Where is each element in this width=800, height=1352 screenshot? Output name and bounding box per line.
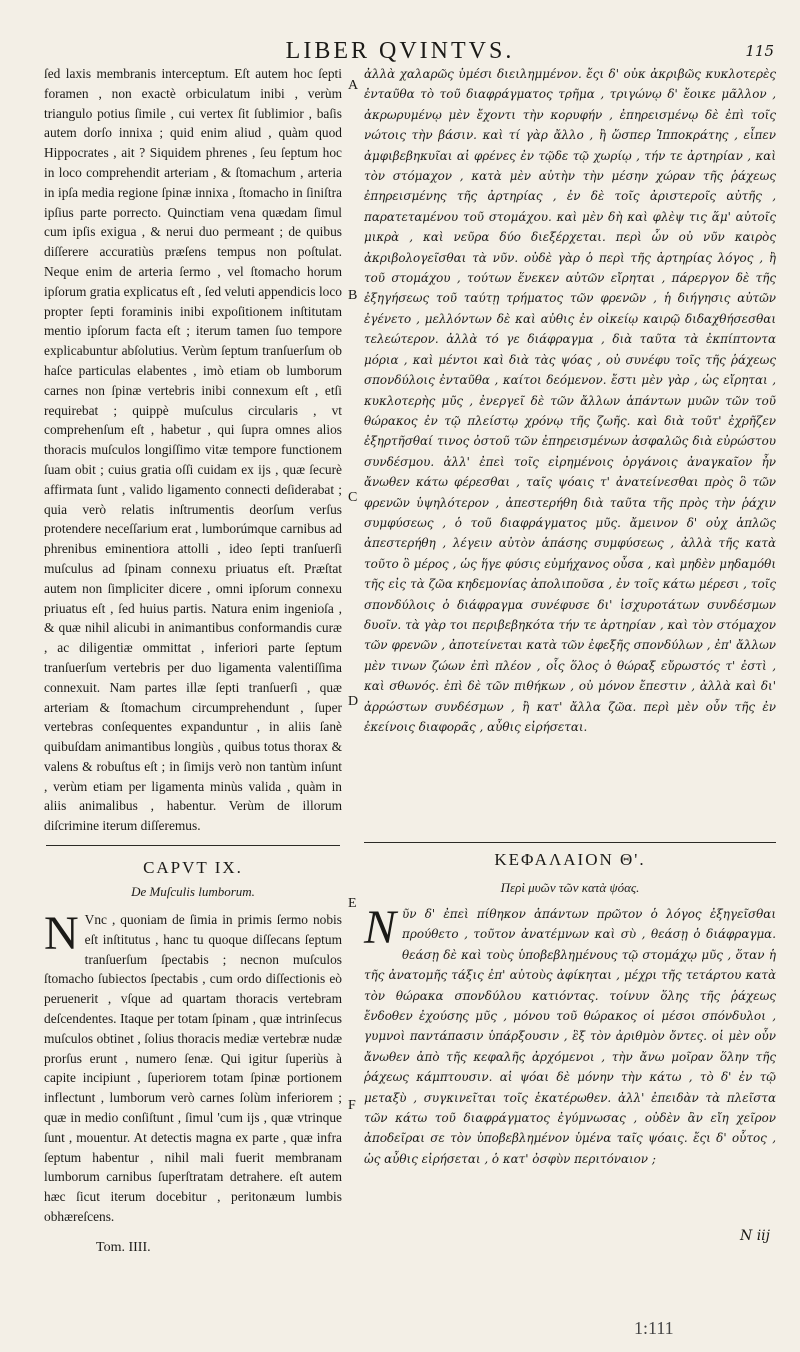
greek-paragraph: ἀλλὰ χαλαρῶς ὑμέσι διειλημμένον. ἔςι δ' οὐκ ἀκριβῶς κυκλοτερὲς ἐνταῦθα τὸ τοῦ διαφράγματος τρῆμα , τριγώνῳ δ' ἔοικε μᾶλλον , ἀκρωρυμένῳ μὲν ἔχοντι τὴν κορυφήν , ἐπηρεισμένῳ δὲ ἐπὶ τοῖς νώτοις τὴν βάσιν. καὶ τί γὰρ ἄλλο , ἢ ὥσπερ Ἱπποκράτης , εἶπεν ἀμφιβεβηκυῖαι αἱ φρένες ἐν τῷδε τῷ χωρίῳ , τήν τε ἀρτηρίαν , καὶ τὸν στόμαχον , κατὰ μὲν αὐτὴν τὴν μέσην χώραν τῆς ῥάχεως ἐπηρεισμένης τῆς ἀρτηρίας , ἐν δὲ τοῖς ἀριστεροῖς αὐτῆς , παρατεταμένου τοῦ στομάχου. καὶ μὲν δὴ καὶ φλὲψ τις ἅμ' αὐτοῖς μικρὰ , καὶ νεῦρα δύο διεξέρχεται. περὶ ὧν οὐ νῦν καιρὸς ἀκριβολογεῖσθαι τὰ νῦν. οὐδὲ γὰρ ὁ περὶ τῆς ἀρτηρίας λόγος , ἢ τοῦ στομάχου , τούτων ἕνεκεν αὐτῶν εἴρηται , πάρεργον δὲ τῆς ἐξηγήσεως τοῦ ταύτῃ τρήματος τῶν φρενῶν , ἡ διήγησις αὐτῶν ἐγένετο , μελλόντων δὲ καὶ αὐθις ἐν οἰκείῳ καιρῷ διδαχθήσεσθαι τελεώτερον. ἀλλὰ τό γε διάφραγμα , διὰ ταῦτα τὰ ἐκπίπτοντα μόρια , καὶ μέντοι καὶ διὰ τὰς ψόας , οὐ συνέφυ τοῖς τῆς ῥάχεως σπονδύλοις ἐνταῦθα , καίτοι δεόμενον. ἔστι μὲν γὰρ , ὡς εἴρηται , κυκλοτερὴς μῦς , ἐνεργεῖ δὲ τῶν ἄλλων ἁπάντων μυῶν τῶν τοῦ θώρακος ἐν τῷ πλείστῳ χρόνῳ τῆς ζωῆς. καὶ διὰ τοῦτ' ἐχρῆζεν ἐξηρτῆσθαί τινος ὀστοῦ τῶν ἐπηρεισμένων ἀσφαλῶς διὰ εὐρώστου συνδέσμου. ἀλλ' ἐπεὶ τοῖς εἰρημένοις ὀργάνοις ἀναγκαῖον ἦν ἄνωθεν κάτω φέρεσθαι , ταῖς ψόαις τ' ἀνατείνεσθαι πρὸς ὃ τῶν φρενῶν ὑψηλότερον , ἀπεστερήθη διὰ ταῦτα τῆς πρὸς τὴν ῥάχιν συμφύσεως , ὁ τοῦ διαφράγματος μῦς. ἄμεινον δ' οὐχ ἁπλῶς ἀπεστερήθη , λέγειν αὐτὸν ἁπάσης συμφύσεως , ἀλλὰ τῆς κατὰ τοῦτο ὃ μέρος , ὡς ἥγε φύσις εὐμήχανος οὖσα , καὶ μηδὲν μηδαμόθι τῆς εἰς τὰ ζῶα κηδεμονίας ἀπολιποῦσα , ἐν τοῖς κάτω μέρεσι , τοῖς σπονδύλοις ὁ διάφραγμα συνέφυσε δι' ἰσχυροτάτων συνδέσμων δυοῖν. τὰ γὰρ τοι περιβεβηκότα τήν τε ἀρτηρίαν , καὶ τὸν στόμαχον τῶν φρενῶν , ἀποτείνεται κατὰ τῶν ἐφεξῆς σπονδύλων , ἐπ' ἄλλων μὲν τινων ζώων ἐπὶ πλέον , οἷς ὅλος ὁ θώραξ εὔρωστός τ' ἐστὶ , καὶ σθωνός. ἐπὶ δὲ τῶν πιθήκων , οὐ μόνον ἔπεστιν , ἀλλὰ καὶ δι' ἀρρώστων συνδέσμων , ἢ κατ' ἄλλα ζῶα. περὶ μὲν οὖν τῆς ἐν ἐκείνοις διαφορᾶς , αὖθις εἰρήσεται. (364, 67, 776, 734)
signature-mark: N iij (740, 1228, 770, 1244)
latin-chapter-text: Vnc , quoniam de ſimia in primis ſermo nobis eſt inſtitutus , hanc tu quoque diſſecans ſeptum tranſuerſum ſpectabis ; necnon muſculos ſtomacho ſubiectos ſpectabis , cum ordo diſſectionis eò peruenerit , vſque ad quartam thoracis vertebram deſcendentes. Itaque per totam ſpinam , quæ intrinſecus muſculos obtinet , ſolius thoracis mediæ vertebræ nudæ prorſus erunt , numero ſenæ. Qui igitur ſuperiùs à capite incipiunt , ſuperiorem totam ſpinæ portionem inflectunt , lumborum verò carnes ſolùm inferiorem ; quæ in medio conſiſtunt , ſimul 'cum ijs , quæ vtrinque ſunt , mouentur. At detectis magna ex parte , quæ infra ſeptum habentur , nihil mali fuerit membranam lumborum carnibus ſuperſtratam detrahere. eſt autem hæc ſicut iterum docebitur , peritonæum lumbis obhæreſcens. (44, 912, 342, 1224)
margin-letter-b: B (348, 288, 358, 303)
section-rule-right (364, 842, 776, 843)
margin-letter-c: C (348, 490, 358, 505)
page-number: 115 (745, 42, 774, 60)
library-stamp: 1:111 (634, 1318, 674, 1338)
latin-chapter-body (44, 907, 342, 1236)
latin-paragraph: ſed laxis membranis interceptum. Eſt autem hoc ſepti foramen , non exactè orbiculatum inibi , verùm triangulo potius ſimile , cui vertex ſit ſublimior , baſis autem dorſo innixa ; quid enim aliud , quàm quod Hippocrates , ait ? Siquidem phrenes , ſeu ſeptum hoc in loco comprehendit arteriam , & ſtomachum , arteria in ipſa media regione ſpinæ innixa , ſtomacho in ſiniſtra ipſius parte porrecto. Quinctiam vena quædam ſimul cum ipſis exigua , & nerui duo permeant ; de quibus diſſerere accuratiùs præſens tempus non poſtulat. Neque enim de arteria ſermo , vel ſtomacho horum ipſorum gratia explicatus eſt , ſed veluti appendicis loco propter ſepti foraminis inibi expoſitionem inſtitutam mentio ipſorum facta eſt ; iterum tamen ſuo tempore explicabuntur abſolutius. Verùm ſeptum tranſuerſum ob haſce particulas elabentes , imò etiam ob lumborum carnes non ſpinæ vertebris inibi connexum eſt , etſi requirebat ; quippè muſculus circularis , vt comprehenſum eſt , habetur , qui ſupra omnes alios thoracis muſculos longiſſimo vitæ tempore functionem ſuam obit ; cuius gratia oſſi cuidam ex ijs , quæ ſecurè affirmata ſunt , valido ligamento connecti deſiderabat ; quia verò relatis inſtrumentis deorſum verſus protendere neceſſarium erat , lumborúmque carnibus ad phrenibus eminentiora attolli , ideo ſepti tranſuerſi muſculus ad ſpinam connexu priuatus eſt. Præſtat autem non ſimpliciter dicere , omni ipſorum connexu priuatus eſt , ſed huius partis. Natura enim ingenioſa , & quæ nihil alicubi in animantibus conformandis curæ , ac diligentiæ ommittat , inferiori parte ſeptum tranſuerſum vertebris per duo ligamenta valentiſſima connexuit. Nam partes illæ ſepti tranſuerſi , quæ arteriam & ſtomachum circumprehendunt , ſuper vertebras conſequentes expanduntur , in aliis ſanè quibuſdam animantibus longiùs , quibus totus thorax & valens & robuſtus eſt ; in ſimijs verò non tantùm inſunt , verùm etiam per ligamenta minùs valida , quàm in aliis animalibus , habentur. Verùm de illorum diſcrimine iterum diſſeremus. (44, 66, 342, 834)
latin-chapter-title: CAPVT IX. (143, 858, 243, 877)
margin-letter-e: E (348, 896, 357, 911)
greek-chapter-subtitle: Περὶ μυῶν τῶν κατὰ ψόας. (500, 880, 640, 895)
latin-column (44, 64, 342, 834)
greek-chapter-body (364, 901, 776, 1230)
latin-dropcap: N (44, 907, 79, 960)
greek-chapter-text: ῦν δ' ἐπεὶ πίθηκον ἁπάντων πρῶτον ὁ λόγος ἐξηγεῖσθαι προύθετο , τοῦτον ἀνατέμνων καὶ σὺ , θεάσῃ ὁ διάφραγμα. θεάσῃ δὲ καὶ τοὺς ὑποβεβλημένους τῷ στομάχῳ μῦς , ὅταν ἡ τῆς ἀνατομῆς τάξις ἐπ' αὐτοὺς ἀφίκηται , μέχρι τῆς τετάρτου κατὰ τὸν θώρακα σπονδύλου κατιόντας. τοίνυν ὅλης τῆς ῥάχεως ἔνδοθεν ἐχούσης μῦς , μόνου τοῦ θώρακος οἱ μέσοι σπόνδυλοι , γυμνοὶ παντάπασιν ὑπάρξουσιν , ἓξ τὸν ἀριθμὸν ὄντες. οἱ μὲν οὖν ἄνωθεν ἀπὸ τῆς κεφαλῆς ἀρχόμενοι , τὴν ἄνω μοῖραν ὅλην τῆς ῥάχεως κάμπτουσιν. αἱ ψόαι δὲ μόνην τὴν κάτω , τὸ δ' ἐν τῷ μεταξὺ , συγκινεῖται τοῖς ἑκατέρωθεν. ἀλλ' ἐπειδὰν τὰ πλεῖστα τῶν κάτω τοῦ διαφράγματος ἐγύμνωσας , οὐδὲν ἂν εἴη χεῖρον ἀποδεῖραι σε τὸν ὑποβεβλημένον ὑμένα ταῖς ψόαις. ἔςι δ' οὗτος , ὡς αὖθις εἰρήσεται , ὁ κατ' ὀσφὺν περιτόναιον ; (364, 907, 776, 1166)
greek-column (364, 64, 776, 830)
section-rule-left (46, 845, 340, 846)
latin-chapter-subtitle: De Muſculis lumborum. (131, 884, 255, 899)
greek-dropcap: N (364, 901, 397, 954)
margin-letter-d: D (348, 694, 359, 709)
margin-letter-a: A (348, 78, 359, 93)
margin-letter-f: F (348, 1098, 356, 1113)
greek-chapter-title: ΚΕΦΑΛΑΙΟΝ Θ'. (494, 850, 646, 869)
volume-mark: Tom. IIII. (96, 1240, 151, 1255)
running-head: LIBER QVINTVS. (285, 38, 515, 64)
